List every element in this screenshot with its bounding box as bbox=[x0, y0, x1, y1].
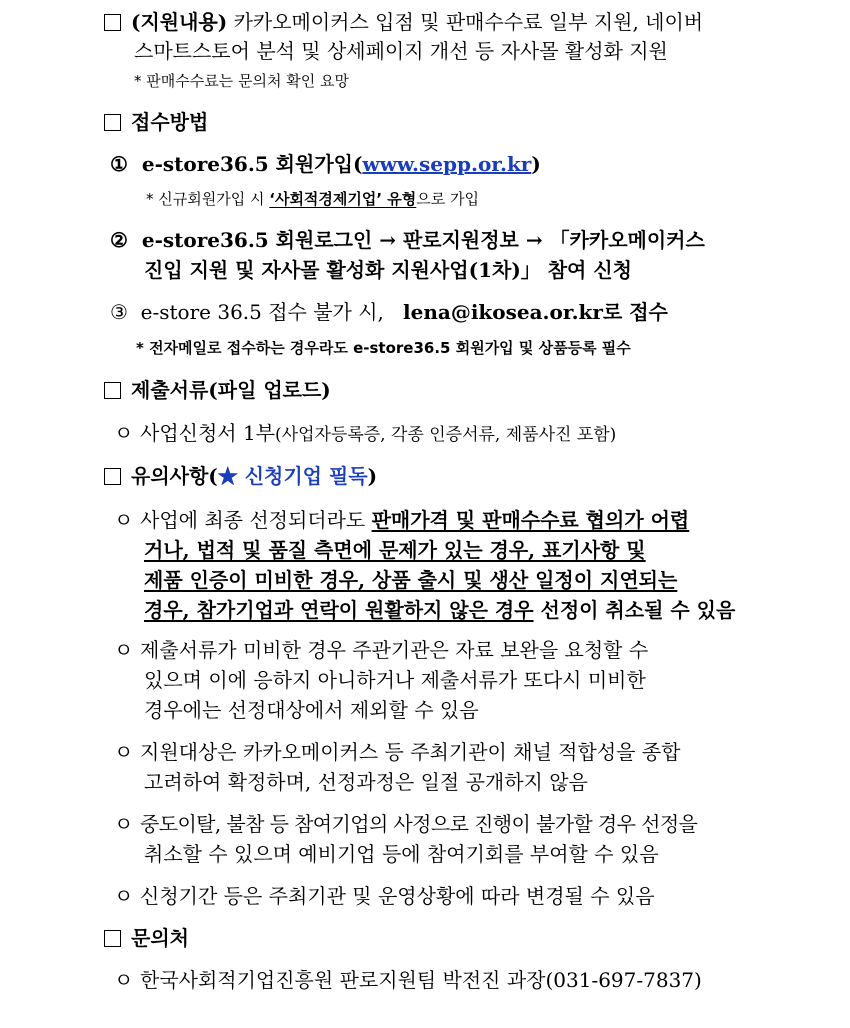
notice-heading-pre: 유의사항( bbox=[131, 464, 218, 488]
step-3-pre: e-store 36.5 접수 불가 시, bbox=[140, 300, 384, 324]
docs-item-detail: (사업자등록증, 각종 인증서류, 제품사진 포함) bbox=[275, 425, 617, 445]
apply-step-1 bbox=[110, 150, 541, 178]
notice-p3-line-1 bbox=[114, 738, 680, 766]
bullet-icon: ㅇ bbox=[114, 421, 134, 445]
docs-item-main: 사업신청서 1부 bbox=[140, 421, 276, 445]
notice-p2-text-1: 제출서류가 미비한 경우 주관기관은 자료 보완을 요청할 수 bbox=[140, 638, 649, 662]
notice-p4-line-2: 취소할 수 있으며 예비기업 등에 참여기회를 부여할 수 있음 bbox=[144, 842, 659, 866]
notice-p2-line-1 bbox=[114, 636, 648, 664]
apply-step-3-note: * 전자메일로 접수하는 경우라도 e-store36.5 회원가입 및 상품등록 필수 bbox=[136, 339, 631, 357]
support-line-1 bbox=[104, 8, 703, 36]
contact-heading-text: 문의처 bbox=[131, 926, 189, 950]
step-1-note-post: 으로 가입 bbox=[416, 190, 480, 208]
bullet-icon: ㅇ bbox=[114, 740, 134, 764]
notice-p1-line-2: 거나, 법적 및 품질 측면에 문제가 있는 경우, 표기사항 및 bbox=[144, 538, 646, 562]
apply-heading bbox=[104, 108, 208, 136]
notice-p3-line-2: 고려하여 확정하며, 선정과정은 일절 공개하지 않음 bbox=[144, 770, 588, 794]
notice-p4-line-1 bbox=[114, 810, 697, 838]
apply-step-3 bbox=[110, 298, 668, 326]
notice-p5-line-1 bbox=[114, 882, 655, 910]
notice-p1-underline-4: 경우, 참가기업과 연락이 원활하지 않은 경우 bbox=[144, 598, 534, 622]
notice-p3-text-1: 지원대상은 카카오메이커스 등 주최기관이 채널 적합성을 종합 bbox=[140, 740, 681, 764]
contact-email[interactable]: lena@ikosea.or.kr bbox=[403, 300, 603, 324]
step-1-note-pre: * 신규회원가입 시 bbox=[146, 190, 270, 208]
support-text-2: 스마트스토어 분석 및 상세페이지 개선 등 자사몰 활성화 지원 bbox=[134, 39, 668, 63]
notice-p4-text-1: 중도이탈, 불참 등 참여기업의 사정으로 진행이 불가할 경우 선정을 bbox=[140, 812, 698, 836]
step-3-number: ③ bbox=[110, 300, 128, 324]
docs-heading bbox=[104, 376, 331, 404]
step-2-text-1: e-store36.5 회원로그인 → 판로지원정보 → 「카카오메이커스 bbox=[141, 228, 705, 252]
apply-step-2 bbox=[110, 226, 705, 254]
contact-item bbox=[114, 966, 702, 994]
notice-heading bbox=[104, 462, 377, 490]
bullet-icon: ㅇ bbox=[114, 812, 134, 836]
step-1-close: ) bbox=[531, 152, 541, 176]
notice-p1-line-3: 제품 인증이 미비한 경우, 상품 출시 및 생산 일정이 지연되는 bbox=[144, 568, 678, 592]
support-label: (지원내용) bbox=[131, 10, 228, 34]
notice-p2-line-3: 경우에는 선정대상에서 제외할 수 있음 bbox=[144, 698, 479, 722]
checkbox-icon bbox=[104, 14, 121, 31]
apply-heading-text: 접수방법 bbox=[131, 110, 209, 134]
contact-item-text: 한국사회적기업진흥원 판로지원팀 박전진 과장(031-697-7837) bbox=[140, 968, 702, 992]
step-3-post: 로 접수 bbox=[602, 300, 668, 324]
support-text-1: 카카오메이커스 입점 및 판매수수료 일부 지원, 네이버 bbox=[233, 10, 704, 34]
docs-heading-text: 제출서류(파일 업로드) bbox=[131, 378, 331, 402]
step-1-number: ① bbox=[110, 152, 128, 176]
support-note: * 판매수수료는 문의처 확인 요망 bbox=[134, 72, 349, 90]
bullet-icon: ㅇ bbox=[114, 508, 134, 532]
notice-heading-star: ★ 신청기업 필독 bbox=[217, 464, 368, 488]
notice-p1-post: 선정이 취소될 수 있음 bbox=[533, 598, 736, 622]
notice-p1-pre: 사업에 최종 선정되더라도 bbox=[140, 508, 372, 532]
contact-heading bbox=[104, 924, 189, 952]
checkbox-icon bbox=[104, 382, 121, 399]
notice-p1-underline-1: 판매가격 및 판매수수료 협의가 어렵 bbox=[371, 508, 690, 532]
notice-p1-line-4 bbox=[144, 596, 735, 624]
apply-step-1-note bbox=[146, 188, 479, 210]
checkbox-icon bbox=[104, 468, 121, 485]
notice-p2-line-2: 있으며 이에 응하지 아니하거나 제출서류가 또다시 미비한 bbox=[144, 668, 646, 692]
notice-heading-post: ) bbox=[367, 464, 378, 488]
checkbox-icon bbox=[104, 114, 121, 131]
step-1-text: e-store36.5 회원가입( bbox=[141, 152, 363, 176]
notice-p1-line-1 bbox=[114, 506, 689, 534]
step-2-text-2: 진입 지원 및 자사몰 활성화 지원사업(1차)」 참여 신청 bbox=[144, 258, 632, 282]
bullet-icon: ㅇ bbox=[114, 968, 134, 992]
docs-item bbox=[114, 419, 616, 449]
checkbox-icon bbox=[104, 930, 121, 947]
step-1-note-bold: ‘사회적경제기업’ 유형 bbox=[269, 190, 417, 208]
sepp-link[interactable]: www.sepp.or.kr bbox=[362, 152, 532, 176]
notice-p5-text-1: 신청기간 등은 주최기관 및 운영상황에 따라 변경될 수 있음 bbox=[140, 884, 655, 908]
bullet-icon: ㅇ bbox=[114, 884, 134, 908]
bullet-icon: ㅇ bbox=[114, 638, 134, 662]
step-2-number: ② bbox=[110, 228, 128, 252]
